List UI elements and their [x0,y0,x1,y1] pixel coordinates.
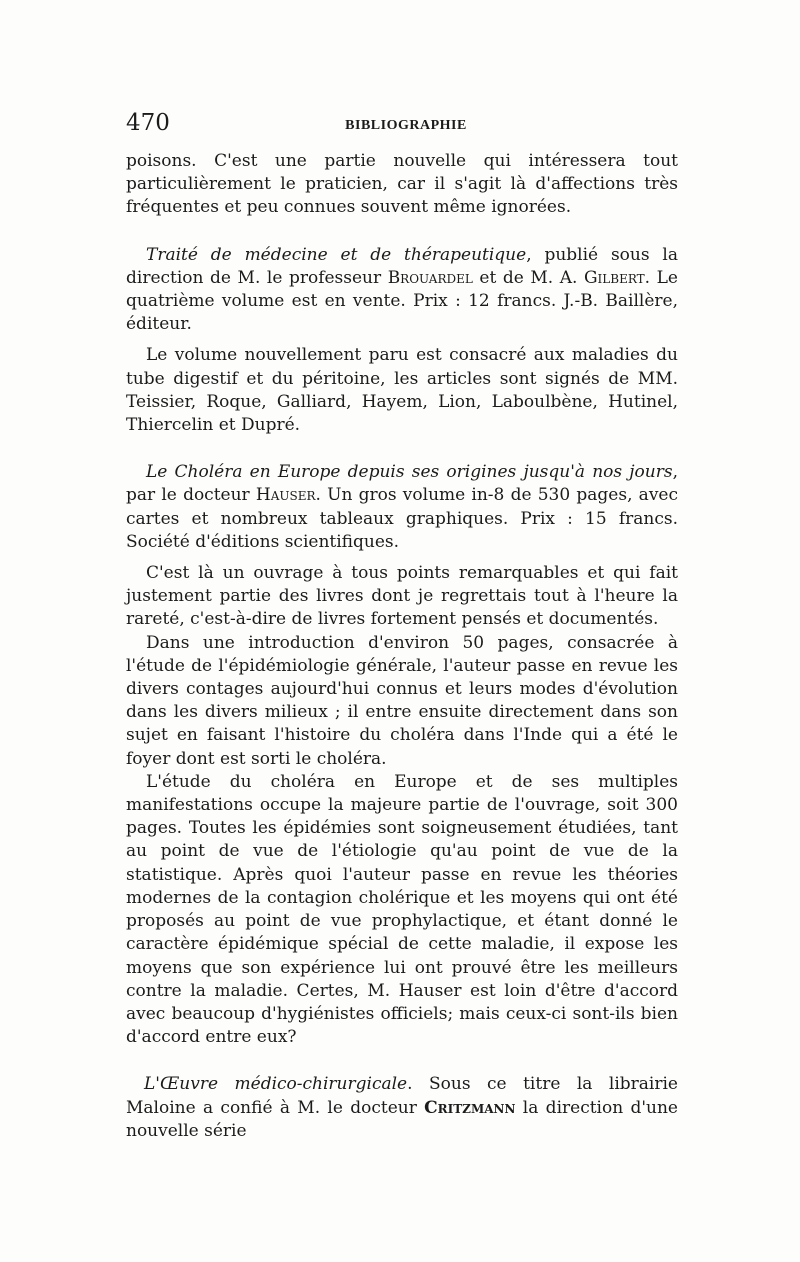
running-head: BIBLIOGRAPHIE [345,118,467,133]
section-gap [126,1049,678,1073]
review-entry-traite [126,244,678,337]
entry-text: la direction d'une nouvelle série [126,1097,678,1141]
author-name: Gilbert [583,267,645,288]
entry-text: , publié sous la direction de M. le professeur [126,244,679,288]
entry-text: et de M. A. [472,267,584,288]
paragraph: Le volume nouvellement paru est consacré aux maladies du tube digestif et du péritoine, les articles sont signés de MM. Teissier, Roque, Galliard, Hayem, Lion, Laboulbène, Hutinel, Thiercelin et Dupré. [126,345,678,436]
entry-text: , par le docteur [126,462,678,506]
book-title: L'Œuvre médico-chirurgicale [144,1074,408,1095]
entry-text: . Un gros volume in-8 de 530 pages, avec cartes et nombreux tableaux graphiques. Prix : 15 francs. Société d'éditions scientifiques. [126,485,678,552]
page-body [126,150,678,1143]
author-name: Hauser [255,485,316,506]
author-name: Brouardel [387,267,473,288]
paragraph: Dans une introduction d'environ 50 pages, consacrée à l'étude de l'épidémiologie générale, l'auteur passe en revue les divers contages aujourd'hui connus et leurs modes d'évolution dans les divers milieux ; il entre ensuite directement dans son sujet en faisant l'histoire du choléra dans l'Inde qui a été le foyer dont est sorti le choléra. [126,632,678,769]
entry-text: . Sous ce titre la librairie Maloine a confié à M. le docteur [126,1074,678,1118]
review-entry-cholera [126,461,678,554]
entry-text: . Le quatrième volume est en vente. Prix : 12 francs. J.-B. Baillère, éditeur. [126,267,678,335]
paragraph: C'est là un ouvrage à tous points remarquables et qui fait justement partie des livres dont je regrettais tout à l'heure la rareté, c'est-à-dire de livres fortement pensés et documentés. [126,563,678,630]
section-gap [126,437,678,461]
paragraph-gap [126,336,678,344]
review-entry-oeuvre [126,1073,678,1143]
page-number: 470 [126,110,170,136]
paragraph-gap [126,554,678,562]
paragraph: L'étude du choléra en Europe et de ses multiples manifestations occupe la majeure partie de l'ouvrage, soit 300 pages. Toutes les épidémies sont soigneusement étudiées, tant au point de vue de l'étiologie qu'au point de vue de la statistique. Après quoi l'auteur passe en revue les théories modernes de la contagion cholérique et les moyens qui ont été proposés au point de vue prophylactique, et étant donné le caractère épidémique spécial de cette maladie, il expose les moyens que son expérience lui ont prouvé être les meilleurs contre la maladie. Certes, M. Hauser est loin d'être d'accord avec beaucoup d'hygiénistes officiels; mais ceux-ci sont-ils bien d'accord entre eux? [126,771,678,1048]
book-title: Le Choléra en Europe depuis ses origines jusqu'à nos jours [146,462,673,483]
book-title: Traité de médecine et de thérapeutique [146,244,527,265]
paragraph-continued: poisons. C'est une partie nouvelle qui intéressera tout particulièrement le praticien, car il s'agit là d'affections très fréquentes et peu connues souvent même ignorées. [126,151,678,218]
page-header [126,110,686,150]
section-gap [126,220,678,244]
author-name: Critzmann [424,1097,516,1118]
